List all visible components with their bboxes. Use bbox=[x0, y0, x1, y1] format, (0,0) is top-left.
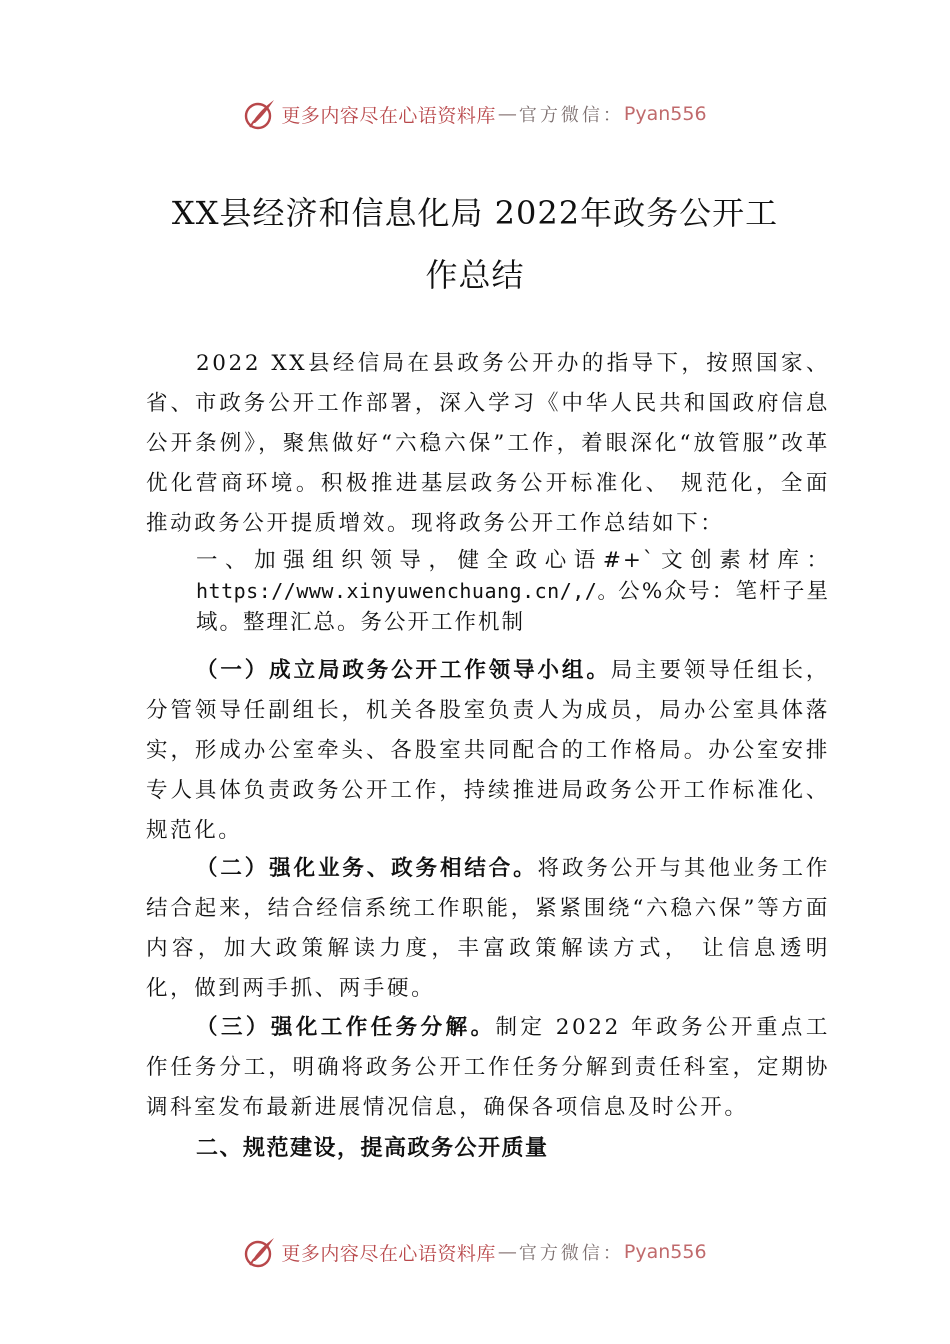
banner-wechat-id: Pyan556 bbox=[623, 103, 707, 125]
item-1-paragraph bbox=[146, 651, 830, 851]
banner-separator: — bbox=[497, 1241, 517, 1263]
quill-logo-icon bbox=[243, 97, 277, 131]
banner-text: 更多内容尽在心语资料库 bbox=[281, 104, 496, 127]
section-1-heading bbox=[196, 545, 830, 638]
item-3-body: 制定 2022 年政务公开重点工作任务分工，明确将政务公开工作任务分解到责任科室，定期协调科室发布最新进展情况信息，确保各项信息及时公开。 bbox=[146, 1015, 830, 1120]
item-1-body: 局主要领导任组长，分管领导任副组长，机关各股室负责人为成员，局办公室具体落实，形成办公室牵头、各股室共同配合的工作格局。办公室安排专人具体负责政务公开工作，持续推进局政务公开工作标准化、规范化。 bbox=[146, 658, 831, 843]
banner-label: 官方微信： bbox=[518, 1243, 624, 1264]
footer-banner bbox=[0, 1232, 950, 1272]
document-title-line-2: 作总结 bbox=[425, 256, 525, 294]
section-1-url: https://www.xinyuwenchuang.cn/,/。 bbox=[196, 579, 619, 603]
item-3-paragraph bbox=[146, 1008, 830, 1128]
item-2-body: 将政务公开与其他业务工作结合起来，结合经信系统工作职能，紧紧围绕“六稳六保”等方面内容，加大政策解读力度，丰富政策解读方式， 让信息透明化，做到两手抓、两手硬。 bbox=[146, 856, 830, 1001]
document-title-line-1: XX县经济和信息化局 2022年政务公开工 bbox=[171, 194, 779, 232]
section-2-heading: 二、规范建设，提高政务公开质量 bbox=[196, 1135, 549, 1161]
item-2-lead: （二）强化业务、政务相结合。 bbox=[196, 856, 538, 881]
banner-text: 更多内容尽在心语资料库 bbox=[281, 1242, 496, 1265]
header-banner bbox=[0, 94, 950, 134]
item-2-paragraph bbox=[146, 849, 830, 1009]
item-3-lead: （三）强化工作任务分解。 bbox=[196, 1015, 496, 1040]
banner-label: 官方微信： bbox=[518, 105, 624, 126]
intro-paragraph: 2022 XX县经信局在县政务公开办的指导下，按照国家、省、市政务公开工作部署，深入学习《中华人民共和国政府信息公开条例》，聚焦做好“六稳六保”工作，着眼深化“放管服”改革优化营商环境。积极推进基层政务公开标准化、 规范化，全面推动政务公开提质增效。现将政务公开工作总结如下： bbox=[146, 351, 830, 536]
banner-separator: — bbox=[497, 103, 517, 125]
section-1-prefix: 一、加强组织领导，健全政心语#+`文创素材库： bbox=[196, 548, 830, 573]
banner-wechat-id: Pyan556 bbox=[623, 1241, 707, 1263]
section-1-suffix: 公%众号：笔杆子星域。整理汇总。务公开工作机制 bbox=[196, 579, 831, 635]
quill-logo-icon bbox=[243, 1235, 277, 1269]
item-1-lead: （一）成立局政务公开工作领导小组。 bbox=[196, 658, 611, 683]
